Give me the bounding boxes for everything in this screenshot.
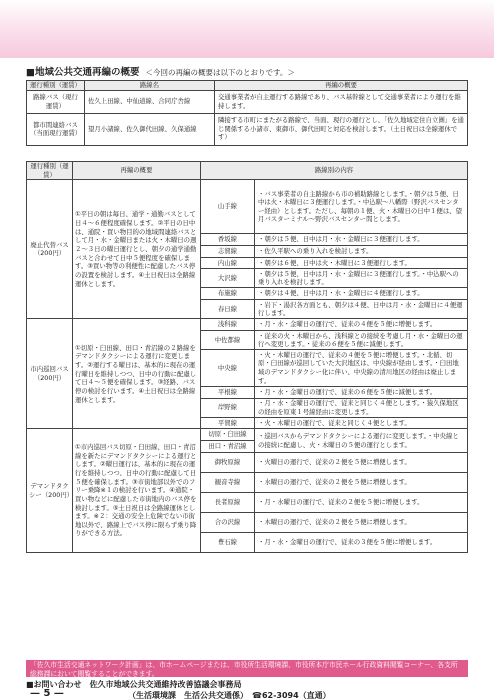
page-number: — 5 — (30, 688, 64, 699)
contact-tel: ☎62-3094（直通） (252, 690, 331, 700)
table-row (27, 113, 468, 145)
route-detail: ・朝夕は６便、日中は火・木曜日に３便運行します。 (255, 257, 468, 269)
table-row (27, 429, 468, 441)
route-detail: ・月・水・金曜日の運行で、従来の４便を５便に増便します。 (255, 319, 468, 331)
route-name: 長者原線 (201, 492, 255, 512)
route-name: 布施線 (201, 288, 255, 300)
header-route-details: 路線別の内容 (201, 162, 468, 180)
route-detail: ・バス事業者の自主路線から市の補助路線とします。・朝夕は５便、日中は火・木曜日に３便運行します。・中込駅～八幡際（野沢バスセンター経由）とします。ただし、毎朝の１便、火・木曜日の日中１便は、望月バスターミナル～野沢バスセンター間とします。 (255, 180, 468, 234)
route-detail: ・岩下・湯沢各方面とも、朝夕は４便、日中は月・水・金曜日に４便運行します。 (255, 300, 468, 319)
overview-cell: 隣接する市町にまたがる路線で、当面、現行の運行とし、「佐久地域定住自立圏」を通じ関係する小諸市、東御市、御代田町と対応を検討します。（土日祝日は全線運休です） (215, 113, 468, 145)
type-cell: 都市間連絡バス（当面現行運賃） (27, 113, 85, 145)
route-name: 大沢線 (201, 269, 255, 288)
route-name: 平根線 (201, 386, 255, 398)
route-detail: ・月・水曜日の運行で、従来の２便を５便に増便します。 (255, 492, 468, 512)
route-detail: ・巡回バスからデマンドタクシーによる運行に変更します。・中央線との接続に配慮し、火・木曜日の５便の運行とします。 (255, 429, 468, 452)
plan-availability-notice: 「佐久市生活交通ネットワーク計画」は、市ホームページまたは、市役所生活環境課、市役所本庁市民ホール行政資料閲覧コーナー、各支所総務課において閲覧することができます。 (26, 660, 468, 677)
table-row (27, 90, 468, 113)
group-overview: ①市内巡回バス切原・臼田線、田口・青沼線を新たにデマンドタクシーによる運行とします。②曜日運行は、基本的に現在の運行を維持しつつ、日中の行動に配慮して日５便を確保します。③市街地部以外でのフリー乗降※１の検討を行います。④通院・買い物などに配慮した市街地内のバス停を検討します。⑤土日祝日は全路線運休とします。※２：交通の安全上危険でない市街地以外で、路線上でバス停に限らず乗り降りができる方法。 (73, 429, 201, 552)
section-header (26, 64, 476, 78)
header-type: 運行種別（運賃） (27, 162, 73, 180)
route-name: 山手線 (201, 180, 255, 234)
route-detail: ・火・木曜日の運行で、従来と同じく４便とします。 (255, 417, 468, 429)
route-detail: ・火・木曜日の運行で、従来の４便を５便に増便します。・北循、切原・臼田線が巡回していた大沢地区は、中央線が経由します。・臼田地域のデマンドタクシー化に伴い、中央線の清川地区の経由は廃止します。 (255, 350, 468, 387)
route-name: 香坂線 (201, 234, 255, 246)
route-detail: ・木曜日の運行で、従来の２便を５便に増便します。 (255, 512, 468, 532)
header-type: 運行種別（運賃） (27, 81, 85, 91)
route-name: 合の沢線 (201, 512, 255, 532)
group-type-city-circular-bus: 市内巡回バス（200円） (27, 319, 73, 429)
route-name: 中佐都線 (201, 331, 255, 350)
route-detail: ・朝夕は５便、日中は月・水・金曜日に３便運行します。 (255, 234, 468, 246)
route-name: 志賀線 (201, 245, 255, 257)
route-name: 春日線 (201, 300, 255, 319)
top-decorative-band (0, 0, 494, 58)
detail-table (26, 161, 468, 553)
route-detail: ・水曜日の運行で、従来の２便を５便に増便します。 (255, 472, 468, 492)
route-name: 御牧原線 (201, 452, 255, 472)
group-overview: ①平日の朝は毎日、通学・通勤バスとして日４～６便程度確保します。②平日の日中は、通院・買い物目的の地域間連絡バスとして月・水・金曜日または火・木曜日の週２～３日の曜日運行とし、朝夕の通学通勤バスと合わせて日中５便程度を確保します。③買い物等の利便性に配慮したバス停の設置を検討します。④土日祝日は全路線運休とします。 (73, 180, 201, 319)
route-name: 浅科線 (201, 319, 255, 331)
header-routes: 路線名 (85, 81, 215, 91)
table-header-row (27, 162, 468, 180)
route-detail: ・佐久平駅への乗り入れを検討します。 (255, 245, 468, 257)
group-type-demand-taxi: デマンドタクシー（200円） (27, 429, 73, 552)
route-detail: ・火曜日の運行で、従来の２便を５便に増便します。 (255, 452, 468, 472)
route-name: 中央線 (201, 350, 255, 387)
route-name: 田口・青沼線 (201, 441, 255, 453)
table-row (27, 180, 468, 234)
routes-cell: 佐久上田線、中仙道線、合同庁舎線 (85, 90, 215, 113)
table-header-row (27, 81, 468, 91)
header-overview: 再編の概要 (73, 162, 201, 180)
group-overview: ①切原・臼田線、田口・青沼線の２路線をデマンドタクシーによる運行に変更します。②運行する曜日は、基本的に現在の運行曜日を維持しつつ、日中の行動に配慮して日４～５便を確保します。③経路、バス停の検討を行います。④土日祝日は全路線運休とします。 (73, 319, 201, 429)
route-name: 平賀線 (201, 417, 255, 429)
header-overview: 再編の概要 (215, 81, 468, 91)
route-detail: ・月・水・金曜日の運行で、従来の６便を５便に減便します。 (255, 386, 468, 398)
type-cell: 路線バス（現行運賃） (27, 90, 85, 113)
contact-dept: （生活環境課 生活公共交通係） (128, 690, 244, 700)
overview-cell: 交通事業者が自主運行する路線であり、バス基幹線として交通事業者により運行を維持します。 (215, 90, 468, 113)
routes-cell: 望月小諸線、佐久御代田線、久保通線 (85, 113, 215, 145)
section-title: ■地域公共交通再編の概要 (26, 67, 140, 78)
route-detail: ・朝夕は４便、日中は月・水・金曜日に４便運行します。 (255, 288, 468, 300)
route-detail: ・月・水・金曜日の運行で、従来の３便を５便に増便します。 (255, 532, 468, 552)
table-row (27, 319, 468, 331)
contact-label: ■お問い合わせ (26, 680, 82, 689)
route-name: 切原・臼田線 (201, 429, 255, 441)
route-detail: ・月・水・金曜日の運行で、従来と同じく４便とします。・猿久保地区の経由を原東１号線経由に変更します。 (255, 398, 468, 417)
route-detail: ・従来の火・木曜日から、浅科線との接続を考慮し月・水・金曜日の運行へ変更します。・従来の６便を５便に減便します。 (255, 331, 468, 350)
section-note: ＜今回の再編の概要は以下のとおりです。＞ (145, 68, 295, 77)
route-detail: ・朝夕は５便、日中は月・水・金曜日に３便運行します。・中込駅への乗り入れを検討します。 (255, 269, 468, 288)
route-name: 豊石線 (201, 532, 255, 552)
summary-table (26, 80, 468, 146)
route-name: 内山線 (201, 257, 255, 269)
group-type-abolished-bus: 廃止代替バス（200円） (27, 180, 73, 319)
route-name: 岸野線 (201, 398, 255, 417)
route-name: 観音寺線 (201, 472, 255, 492)
contact-org: 佐久市地域公共交通維持改善協議会事務局 (89, 680, 242, 689)
contact-block (26, 680, 468, 700)
